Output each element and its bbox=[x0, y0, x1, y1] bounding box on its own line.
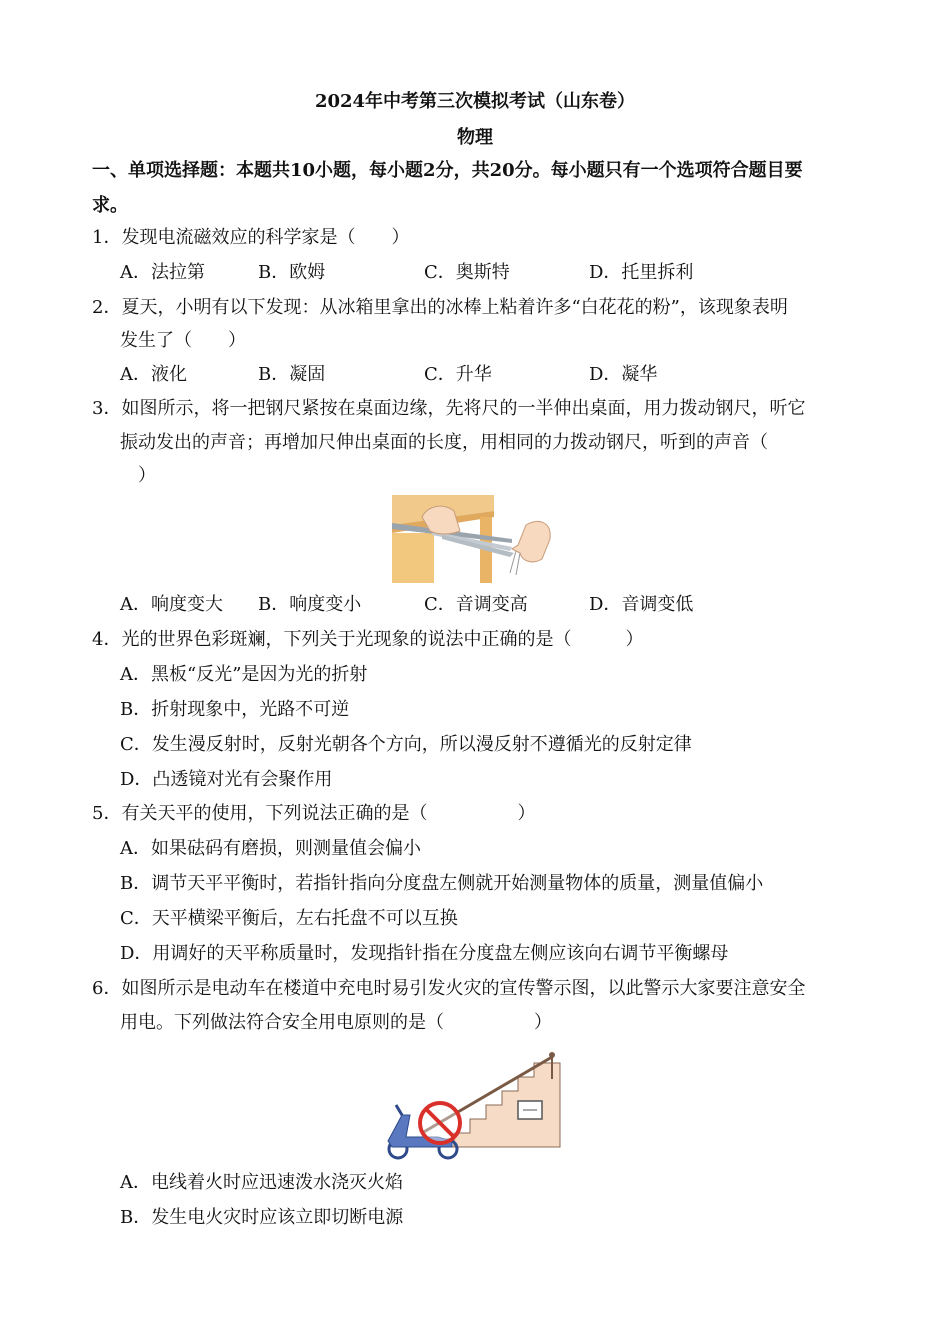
option-a: A．法拉第 bbox=[120, 262, 205, 283]
option-b: B．欧姆 bbox=[258, 262, 326, 283]
question-stem: 6．如图所示是电动车在楼道中充电时易引发火灾的宣传警示图，以此警示大家要注意安全 bbox=[92, 978, 806, 999]
option-b: B．凝固 bbox=[258, 364, 326, 385]
option-b: B．发生电火灾时应该立即切断电源 bbox=[120, 1207, 404, 1228]
section-heading: 一、单项选择题：本题共10小题，每小题2分，共20分。每小题只有一个选项符合题目要 bbox=[92, 160, 803, 181]
option-c: C．音调变高 bbox=[424, 594, 528, 615]
stairwell-charging-warning-figure bbox=[382, 1049, 562, 1161]
option-d: D．用调好的天平称质量时，发现指针指在分度盘左侧应该向右调节平衡螺母 bbox=[120, 943, 729, 964]
exam-title: 2024年中考第三次模拟考试（山东卷） bbox=[314, 91, 636, 112]
option-d: D．凝华 bbox=[589, 364, 658, 385]
option-a: A．液化 bbox=[120, 364, 187, 385]
option-c: C．奥斯特 bbox=[424, 262, 510, 283]
option-a: A．响度变大 bbox=[120, 594, 223, 615]
option-d: D．凸透镜对光有会聚作用 bbox=[120, 769, 333, 790]
question-stem: 5．有关天平的使用，下列说法正确的是（ ） bbox=[92, 803, 536, 824]
option-a: A．电线着火时应迅速泼水浇灭火焰 bbox=[120, 1172, 403, 1193]
option-c: C．发生漫反射时，反射光朝各个方向，所以漫反射不遵循光的反射定律 bbox=[120, 734, 692, 755]
question-stem-cont: 用电。下列做法符合安全用电原则的是（ ） bbox=[120, 1012, 552, 1033]
question-stem: 2．夏天，小明有以下发现：从冰箱里拿出的冰棒上粘着许多“白花花的粉”，该现象表明 bbox=[92, 297, 788, 318]
option-b: B．响度变小 bbox=[258, 594, 362, 615]
option-a: A．如果砝码有磨损，则测量值会偏小 bbox=[120, 838, 421, 859]
question-stem-cont: 发生了（ ） bbox=[120, 330, 246, 351]
option-a: A．黑板“反光”是因为光的折射 bbox=[120, 664, 368, 685]
option-c: C．升华 bbox=[424, 364, 492, 385]
question-stem: 4．光的世界色彩斑斓，下列关于光现象的说法中正确的是（ ） bbox=[92, 629, 644, 650]
option-c: C．天平横梁平衡后，左右托盘不可以互换 bbox=[120, 908, 458, 929]
option-b: B．调节天平平衡时，若指针指向分度盘左侧就开始测量物体的质量，测量值偏小 bbox=[120, 873, 764, 894]
question-stem-cont: ） bbox=[138, 465, 156, 486]
question-stem-cont: 振动发出的声音；再增加尺伸出桌面的长度，用相同的力拨动钢尺，听到的声音（ bbox=[120, 432, 768, 453]
subject-title: 物理 bbox=[457, 127, 493, 148]
question-stem: 3．如图所示，将一把钢尺紧按在桌面边缘，先将尺的一半伸出桌面，用力拨动钢尺，听它 bbox=[92, 398, 806, 419]
option-d: D．托里拆利 bbox=[589, 262, 694, 283]
option-d: D．音调变低 bbox=[589, 594, 694, 615]
ruler-vibration-figure bbox=[392, 495, 560, 583]
option-b: B．折射现象中，光路不可逆 bbox=[120, 699, 350, 720]
question-stem: 1．发现电流磁效应的科学家是（ ） bbox=[92, 227, 410, 248]
section-heading-cont: 求。 bbox=[92, 195, 128, 216]
